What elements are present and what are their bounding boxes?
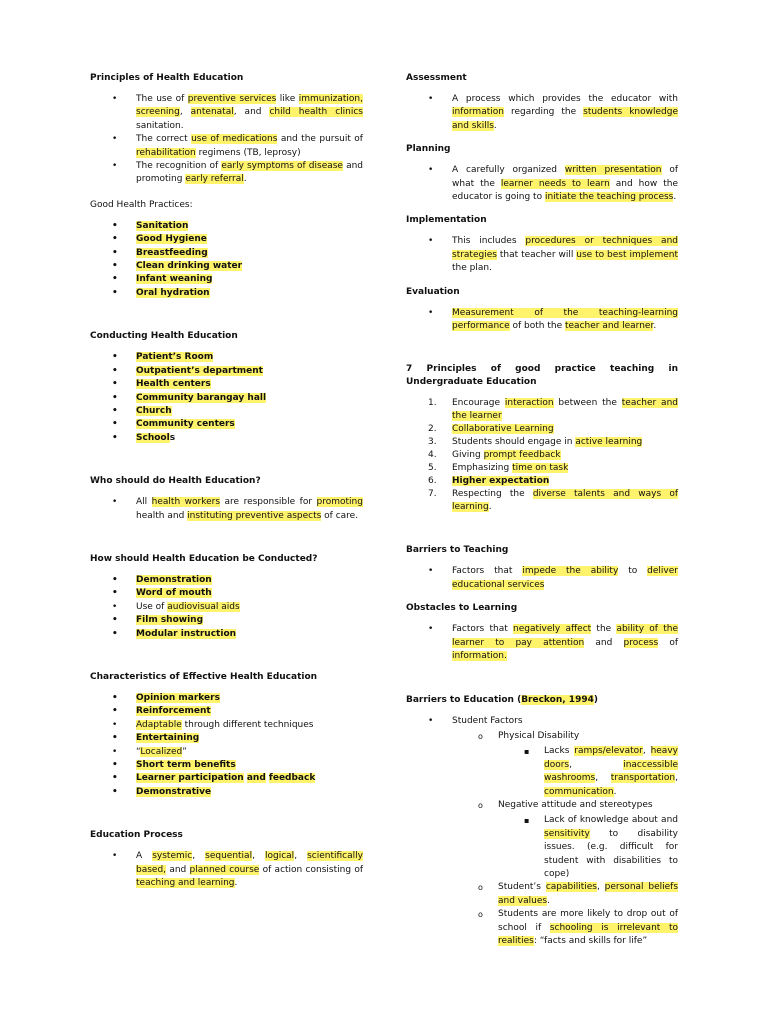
highlighted-text: planned course xyxy=(189,864,260,875)
list-item: • Schools xyxy=(136,432,363,445)
characteristics-list xyxy=(90,692,363,799)
list-item xyxy=(452,715,678,949)
highlighted-text: Entertaining xyxy=(136,733,200,744)
highlighted-text: Localized xyxy=(140,746,183,757)
implementation-list xyxy=(406,235,678,275)
highlighted-text: Short term benefits xyxy=(136,760,236,770)
seven-principles-heading: 7 Principles of good practice teaching in Undergraduate Education xyxy=(406,364,678,388)
list-item xyxy=(136,574,363,587)
highlighted-text: School xyxy=(136,432,170,443)
item-text xyxy=(452,424,554,434)
barriers-education-section xyxy=(406,694,678,949)
physical-disability-label: Physical Disability xyxy=(498,730,580,741)
highlighted-text: sequential xyxy=(205,851,253,862)
list-item xyxy=(136,351,363,364)
highlighted-text: heavy doors xyxy=(544,746,678,770)
highlighted-text: initiate the teaching process xyxy=(544,192,674,203)
highlighted-text: impede the ability xyxy=(522,566,619,577)
list-item xyxy=(136,614,363,627)
highlighted-text: Outpatient’s department xyxy=(136,365,263,376)
who-list xyxy=(90,496,363,523)
barriers-teaching-heading: Barriers to Teaching xyxy=(406,545,509,556)
highlighted-text: Learner participation xyxy=(136,773,244,784)
highlighted-text: Demonstrative xyxy=(136,786,212,797)
highlighted-text: Adaptable xyxy=(136,719,182,730)
item-text xyxy=(452,476,549,486)
conducting-heading: Conducting Health Education xyxy=(90,331,238,342)
list-item xyxy=(136,392,363,405)
highlighted-text: Church xyxy=(136,405,172,416)
left-column xyxy=(90,72,363,900)
list-item xyxy=(428,423,678,436)
negative-detail-list xyxy=(498,814,678,881)
list-item: • A carefully organized written presentation of what the learner needs to learn and how the educator is going to initiate the teaching process. xyxy=(452,164,678,204)
list-item xyxy=(136,418,363,431)
sub-item: o Students are more likely to drop out of school if schooling is irrelevant to realities: “facts and skills for life” xyxy=(498,908,678,948)
highlighted-text: Film showing xyxy=(136,615,204,626)
highlighted-text: Infant weaning xyxy=(136,274,213,285)
list-item xyxy=(136,628,363,641)
highlighted-text: transportation xyxy=(610,773,676,784)
principles-list xyxy=(90,93,363,187)
planning-heading: Planning xyxy=(406,144,451,155)
sub-sub-item: ▪ Lacks ramps/elevator, heavy doors, inaccessible washrooms, transportation, communication. xyxy=(544,745,678,799)
student-factors-label: Student Factors xyxy=(452,715,523,726)
highlighted-text: inaccessible washrooms xyxy=(544,759,678,784)
item-number: 7. xyxy=(428,489,437,500)
list-item xyxy=(136,587,363,600)
highlighted-text: Higher expectation xyxy=(452,476,550,487)
sub-item xyxy=(498,799,678,881)
item-text: Respecting the diverse talents and ways of learning. xyxy=(452,489,678,513)
barriers-teaching-list xyxy=(406,565,678,592)
highlighted-text: process xyxy=(623,637,659,648)
list-item xyxy=(136,732,363,745)
process-section xyxy=(90,829,363,890)
list-item xyxy=(136,705,363,718)
characteristics-section xyxy=(90,671,363,799)
list-item xyxy=(136,273,363,286)
process-list xyxy=(90,850,363,890)
highlighted-text: Clean drinking water xyxy=(136,261,243,272)
list-item xyxy=(136,772,363,785)
conducting-list xyxy=(90,351,363,445)
assessment-list xyxy=(406,93,678,133)
highlighted-text: procedures or techniques and strategies xyxy=(452,236,678,260)
highlighted-text: learner needs to learn xyxy=(500,178,610,189)
highlighted-text: information. xyxy=(452,651,507,662)
item-number: 6. xyxy=(428,476,437,487)
list-item xyxy=(136,247,363,260)
highlighted-text: health workers xyxy=(151,497,221,508)
list-item: • Use of audiovisual aids xyxy=(136,601,363,614)
highlighted-text: Health centers xyxy=(136,379,211,390)
highlighted-text: promoting xyxy=(316,497,363,508)
who-section xyxy=(90,475,363,523)
student-factors-sublist xyxy=(452,730,678,949)
highlighted-text: scientifically based, xyxy=(136,851,363,875)
item-number: 1. xyxy=(428,398,437,409)
list-item xyxy=(136,759,363,772)
sub-item xyxy=(498,730,678,799)
highlighted-text: use of medications xyxy=(191,134,278,145)
list-item xyxy=(136,692,363,705)
highlighted-text: Breastfeeding xyxy=(136,247,208,258)
highlighted-text: antenatal xyxy=(190,107,234,118)
item-number: 2. xyxy=(428,424,437,435)
list-item: • The correct use of medications and the pursuit of rehabilitation regimens (TB, leprosy) xyxy=(136,133,363,160)
highlighted-text: schooling is irrelevant to realities xyxy=(498,922,678,946)
evaluation-section xyxy=(406,286,678,334)
highlighted-text: preventive services xyxy=(187,94,277,104)
highlighted-text: communication xyxy=(544,786,614,797)
highlighted-text: early symptoms of disease xyxy=(221,161,343,172)
negative-attitude-label: Negative attitude and stereotypes xyxy=(498,799,653,810)
highlighted-text: interaction xyxy=(504,398,554,409)
highlighted-text: information xyxy=(452,107,504,118)
highlighted-text: Good Hygiene xyxy=(136,234,207,245)
characteristics-heading: Characteristics of Effective Health Education xyxy=(90,671,318,682)
highlighted-text: Modular instruction xyxy=(136,628,237,639)
list-item xyxy=(136,378,363,391)
list-item: • A process which provides the educator with information regarding the students knowledge and skills. xyxy=(452,93,678,133)
item-text: Encourage interaction between the teacher and the learner xyxy=(452,398,678,422)
assessment-heading: Assessment xyxy=(406,73,467,83)
barriers-education-list xyxy=(406,715,678,949)
highlighted-text: audiovisual aids xyxy=(167,601,240,612)
list-item: • Adaptable through different techniques xyxy=(136,719,363,732)
list-item: • All health workers are responsible for promoting health and instituting preventive aspects of care. xyxy=(136,496,363,523)
implementation-heading: Implementation xyxy=(406,215,487,226)
highlighted-text: early referral xyxy=(185,174,244,185)
highlighted-text: Oral hydration xyxy=(136,287,210,298)
highlighted-text: child health clinics xyxy=(269,107,363,118)
highlighted-text: time on task xyxy=(512,463,569,474)
item-number: 3. xyxy=(428,437,437,448)
item-number: 4. xyxy=(428,450,437,461)
highlighted-text: instituting preventive aspects xyxy=(187,510,322,521)
sub-sub-item: ▪ Lack of knowledge about and sensitivity to disability issues. (e.g. difficult for student with disabilities to cope) xyxy=(544,814,678,881)
highlighted-text: Word of mouth xyxy=(136,588,212,599)
list-item xyxy=(428,475,678,488)
conducting-section xyxy=(90,330,363,445)
highlighted-text: ability of the learner to pay attention xyxy=(452,624,678,648)
highlighted-text: prompt feedback xyxy=(483,450,561,461)
highlighted-text: active learning xyxy=(575,437,643,448)
highlighted-text: systemic xyxy=(152,851,193,862)
list-item xyxy=(428,436,678,449)
list-item: • The use of preventive services like immunization, screening, antenatal, and child health clinics sanitation. xyxy=(136,93,363,133)
list-item: • Measurement of the teaching-learning performance of both the teacher and learner. xyxy=(452,307,678,334)
highlighted-text: Demonstration xyxy=(136,574,212,585)
highlighted-text: negatively affect xyxy=(513,624,592,635)
highlighted-text: sensitivity xyxy=(544,828,590,839)
highlighted-text: logical xyxy=(265,851,295,862)
who-heading: Who should do Health Education? xyxy=(90,476,261,487)
how-heading: How should Health Education be Conducted? xyxy=(90,553,318,564)
physical-detail-list xyxy=(498,745,678,799)
list-item: • “Localized” xyxy=(136,746,363,759)
seven-principles-list xyxy=(406,397,678,514)
barriers-education-heading: Barriers to Education (Breckon, 1994) xyxy=(406,694,598,705)
highlighted-text: Breckon, 1994 xyxy=(521,694,594,705)
assessment-section xyxy=(406,72,678,133)
highlighted-text: students knowledge and skills xyxy=(452,107,678,131)
good-health-list xyxy=(90,220,363,300)
list-item xyxy=(136,233,363,246)
barriers-teaching-section xyxy=(406,544,678,592)
good-health-section xyxy=(90,199,363,300)
list-item xyxy=(428,488,678,514)
list-item: • Factors that negatively affect the ability of the learner to pay attention and process of information. xyxy=(452,623,678,663)
highlighted-text: Community barangay hall xyxy=(136,392,267,403)
highlighted-text: immunization, screening xyxy=(136,94,363,118)
highlighted-text: Community centers xyxy=(136,419,235,430)
list-item xyxy=(136,405,363,418)
highlighted-text: rehabilitation xyxy=(136,147,196,158)
highlighted-text: deliver educational services xyxy=(452,566,678,590)
list-item xyxy=(428,449,678,462)
sub-item: o Student’s capabilities, personal beliefs and values. xyxy=(498,881,678,908)
list-item xyxy=(136,220,363,233)
highlighted-text: and xyxy=(246,773,266,784)
highlighted-text: Reinforcement xyxy=(136,706,211,717)
evaluation-heading: Evaluation xyxy=(406,286,460,297)
list-item: • This includes procedures or techniques and strategies that teacher will use to best implement the plan. xyxy=(452,235,678,275)
highlighted-text: teaching and learning xyxy=(136,878,235,889)
list-item xyxy=(136,287,363,300)
principles-heading: Principles of Health Education xyxy=(90,73,244,83)
obstacles-list xyxy=(406,623,678,663)
highlighted-text: teacher and the learner xyxy=(452,398,678,422)
highlighted-text: Patient’s Room xyxy=(136,352,214,363)
list-item: • A systemic, sequential, logical, scientifically based, and planned course of action consisting of teaching and learning. xyxy=(136,850,363,890)
highlighted-text: ramps/elevator xyxy=(574,746,643,757)
principles-section xyxy=(90,72,363,187)
highlighted-text: written presentation xyxy=(564,165,662,176)
item-text: Students should engage in active learning xyxy=(452,437,643,448)
item-text: Emphasizing time on task xyxy=(452,463,569,474)
obstacles-heading: Obstacles to Learning xyxy=(406,603,518,614)
highlighted-text: capabilities xyxy=(545,882,597,893)
highlighted-text: use to best implement xyxy=(576,249,678,260)
how-section xyxy=(90,553,363,641)
obstacles-section xyxy=(406,602,678,663)
highlighted-text: diverse talents and ways of learning xyxy=(452,489,678,513)
planning-list xyxy=(406,164,678,204)
highlighted-text: feedback xyxy=(268,773,316,784)
list-item xyxy=(136,260,363,273)
list-item: • The recognition of early symptoms of disease and promoting early referral. xyxy=(136,160,363,187)
seven-principles-section xyxy=(406,363,678,514)
highlighted-text: Collaborative Learning xyxy=(452,424,554,435)
list-item: • Factors that impede the ability to deliver educational services xyxy=(452,565,678,592)
good-health-heading: Good Health Practices: xyxy=(90,199,193,210)
list-item xyxy=(136,786,363,799)
process-heading: Education Process xyxy=(90,830,183,841)
list-item xyxy=(428,462,678,475)
highlighted-text: Opinion markers xyxy=(136,692,220,703)
list-item xyxy=(136,365,363,378)
how-list xyxy=(90,574,363,641)
list-item xyxy=(428,397,678,423)
item-number: 5. xyxy=(428,463,437,474)
implementation-section xyxy=(406,214,678,275)
highlighted-text: personal beliefs and values xyxy=(498,882,679,906)
planning-section xyxy=(406,143,678,204)
highlighted-text: Measurement of the teaching-learning performance xyxy=(452,307,678,332)
item-text: Giving prompt feedback xyxy=(452,450,561,461)
highlighted-text: teacher and learner xyxy=(564,321,654,332)
evaluation-list xyxy=(406,307,678,334)
highlighted-text: Sanitation xyxy=(136,220,189,231)
right-column xyxy=(406,72,678,958)
